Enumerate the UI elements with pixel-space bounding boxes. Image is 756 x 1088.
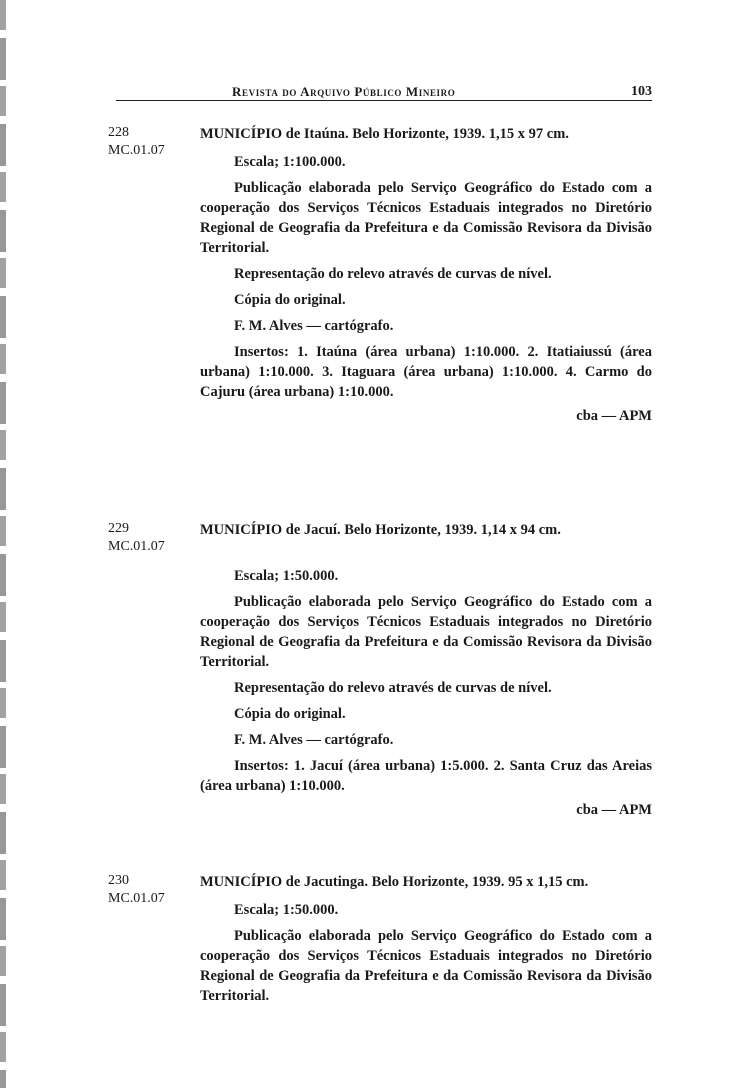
entry-code: MC.01.07	[108, 891, 165, 906]
journal-title: Revista do Arquivo Público Mineiro	[232, 84, 456, 99]
entry-publication: Publicação elaborada pelo Serviço Geográfico do Estado com a cooperação dos Serviços Técnicos Estaduais integrados no Diretório Regional de Geografia da Prefeitura e da Comissão Revisora da Divisão Territorial.	[200, 594, 652, 670]
entry-author: F. M. Alves — cartógrafo.	[234, 732, 394, 748]
header-rule	[116, 100, 652, 101]
entry-id	[108, 124, 198, 160]
entry-number: 229	[108, 521, 129, 536]
entry-location: cba — APM	[576, 802, 652, 818]
entry-id	[108, 520, 198, 556]
entry-number: 230	[108, 873, 129, 888]
entry-publication: Publicação elaborada pelo Serviço Geográfico do Estado com a cooperação dos Serviços Técnicos Estaduais integrados no Diretório Regional de Geografia da Prefeitura e da Comissão Revisora da Divisão Territorial.	[200, 928, 652, 1004]
entry-insets: Insertos: 1. Jacuí (área urbana) 1:5.000. 2. Santa Cruz das Areias (área urbana) 1:10.000.	[200, 758, 652, 794]
entry-code: MC.01.07	[108, 143, 165, 158]
running-head	[116, 84, 652, 110]
entry-body	[200, 520, 652, 820]
entry-author: F. M. Alves — cartógrafo.	[234, 318, 394, 334]
entry-scale: Escala; 1:100.000.	[234, 154, 346, 170]
entry-title: MUNICÍPIO de Jacutinga. Belo Horizonte, 1939. 95 x 1,15 cm.	[200, 874, 589, 890]
entry-number: 228	[108, 125, 129, 140]
entry-body	[200, 872, 652, 1006]
entry-title: MUNICÍPIO de Itaúna. Belo Horizonte, 1939. 1,15 x 97 cm.	[200, 126, 569, 142]
entry-insets: Insertos: 1. Itaúna (área urbana) 1:10.000. 2. Itatiaiussú (área urbana) 1:10.000. 3. Itaguara (área urbana) 1:10.000. 4. Carmo do Cajuru (área urbana) 1:10.000.	[200, 344, 652, 400]
entry-location: cba — APM	[576, 408, 652, 424]
entry-copy: Cópia do original.	[234, 706, 346, 722]
entry-scale: Escala; 1:50.000.	[234, 568, 339, 584]
entry-code: MC.01.07	[108, 539, 165, 554]
scan-edge	[0, 0, 6, 1088]
entry-body	[200, 124, 652, 426]
entry-title: MUNICÍPIO de Jacuí. Belo Horizonte, 1939. 1,14 x 94 cm.	[200, 522, 561, 538]
entry-scale: Escala; 1:50.000.	[234, 902, 339, 918]
page-number: 103	[631, 84, 652, 99]
entry-id	[108, 872, 198, 908]
entry-copy: Cópia do original.	[234, 292, 346, 308]
entry-publication: Publicação elaborada pelo Serviço Geográfico do Estado com a cooperação dos Serviços Técnicos Estaduais integrados no Diretório Regional de Geografia da Prefeitura e da Comissão Revisora da Divisão Territorial.	[200, 180, 652, 256]
entry-relief: Representação do relevo através de curvas de nível.	[234, 680, 552, 696]
entry-relief: Representação do relevo através de curvas de nível.	[234, 266, 552, 282]
